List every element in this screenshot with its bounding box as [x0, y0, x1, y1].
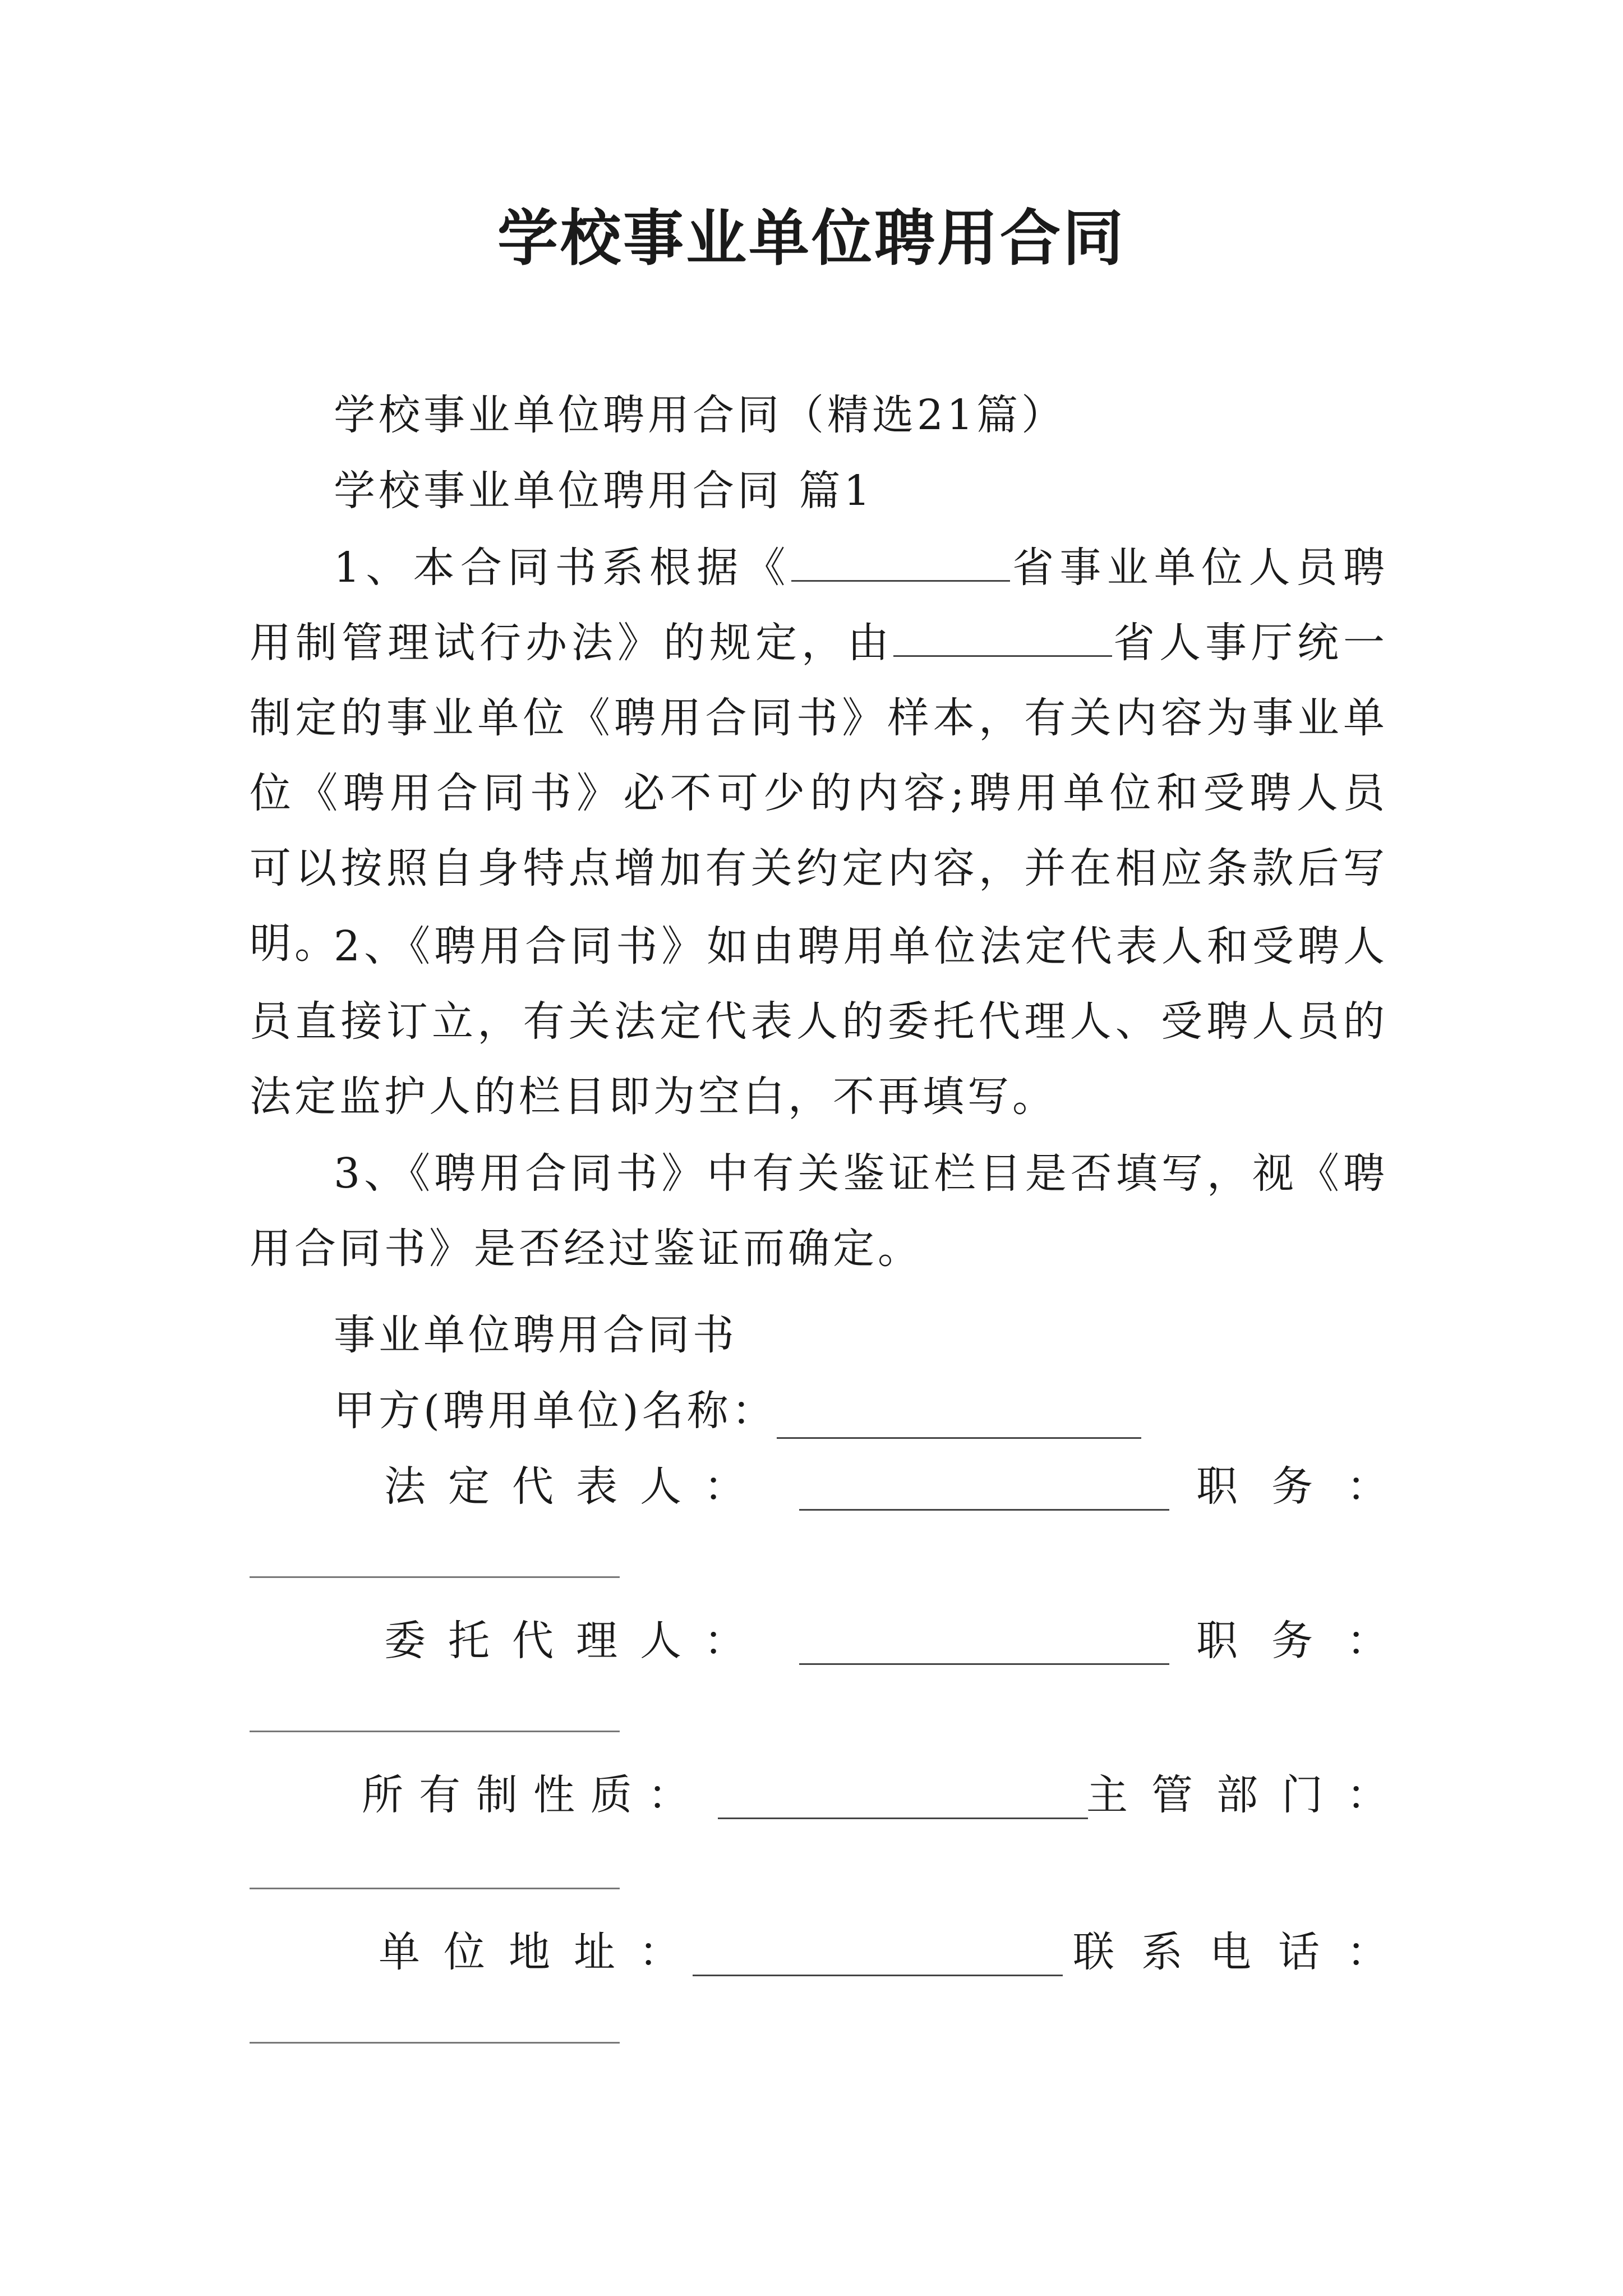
paragraph-2: 2、《聘用合同书》如由聘用单位法定代表人和受聘人员直接订立，有关法定代表人的委托代理人、受聘人员的法定监护人的栏目即为空白，不再填写。 — [250, 922, 1388, 1121]
ownership-blank — [718, 1778, 1088, 1819]
party-a-name-blank — [777, 1398, 1141, 1439]
agent-title-label: 职务： — [1196, 1617, 1422, 1665]
contact-phone-blank — [250, 2042, 620, 2044]
supervising-department-label: 主管部门： — [1086, 1771, 1412, 1819]
legal-representative-title-blank — [250, 1576, 620, 1578]
field-row-address — [250, 1924, 1415, 1980]
legal-representative-blank — [799, 1470, 1169, 1511]
province-blank-1 — [791, 541, 1010, 582]
agent-title-blank — [250, 1731, 620, 1732]
agent-blank — [799, 1624, 1169, 1665]
field-row-legal-representative — [250, 1458, 1422, 1515]
form-title: 事业单位聘用合同书 — [334, 1311, 737, 1359]
section-heading: 学校事业单位聘用合同 篇1 — [334, 467, 874, 515]
supervising-department-blank — [250, 1888, 620, 1889]
legal-representative-label: 法定代表人： — [384, 1462, 768, 1511]
legal-representative-title-label: 职务： — [1196, 1462, 1422, 1511]
party-a-name-label: 甲方(聘用单位)名称： — [334, 1387, 777, 1435]
field-row-ownership — [250, 1767, 1412, 1823]
unit-address-label: 单位地址： — [379, 1928, 704, 1976]
paragraph-3: 3、《聘用合同书》中有关鉴证栏目是否填写，视《聘用合同书》是否经过鉴证而确定。 — [250, 1149, 1388, 1273]
document-title: 学校事业单位聘用合同 — [497, 203, 1126, 274]
contact-phone-label: 联系电话： — [1073, 1928, 1415, 1976]
province-blank-2 — [893, 616, 1112, 657]
paragraph-1-part-2: 省事业单位人员聘用制管理试行办法》的规定，由 — [250, 544, 1388, 667]
ownership-label: 所有制性质： — [362, 1771, 705, 1819]
paragraph-1-part-3: 省人事厅统一制定的事业单位《聘用合同书》样本，有关内容为事业单位《聘用合同书》必不可少的内容;聘用单位和受聘人员可以按照自身特点增加有关约定内容，并在相应条款后写明。 — [250, 619, 1388, 968]
document-subtitle: 学校事业单位聘用合同（精选21篇） — [334, 391, 1067, 439]
paragraph-1-part-1: 1、本合同书系根据《 — [334, 544, 791, 592]
party-a-name-row — [334, 1383, 1141, 1439]
unit-address-blank — [693, 1935, 1063, 1976]
field-row-agent — [250, 1613, 1422, 1669]
agent-label: 委托代理人： — [384, 1617, 768, 1665]
